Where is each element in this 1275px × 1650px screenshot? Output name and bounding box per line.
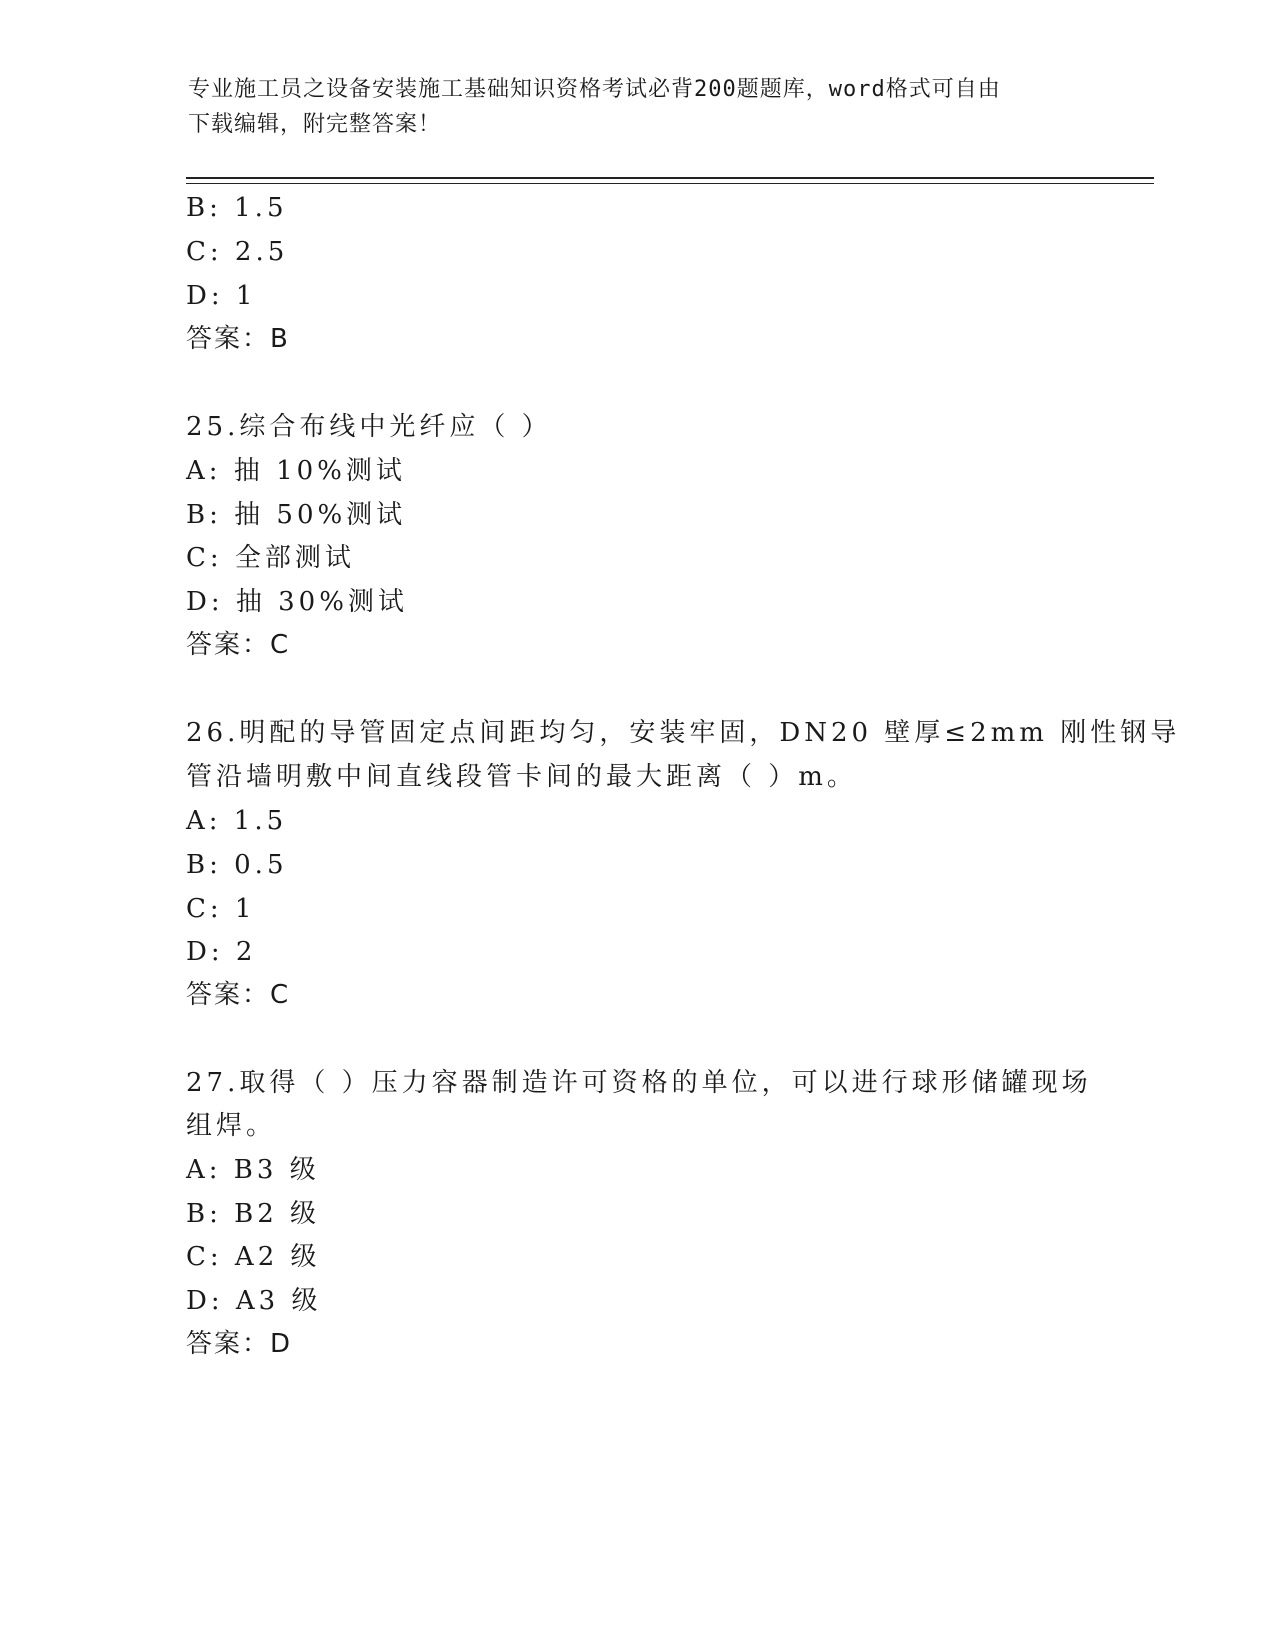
header-divider xyxy=(186,177,1154,179)
option-d: D: A3 级 xyxy=(186,1286,322,1316)
option-a: A: 1.5 xyxy=(186,806,288,836)
question-stem: 26.明配的导管固定点间距均匀，安装牢固，DN20 壁厚≤2mm 刚性钢导 xyxy=(186,718,1181,748)
option-b: B: 1.5 xyxy=(186,193,288,223)
question-stem: 27.取得（ ）压力容器制造许可资格的单位，可以进行球形储罐现场 xyxy=(186,1068,1092,1098)
page-header xyxy=(188,72,1088,142)
option-b: B: 抽 50%测试 xyxy=(186,500,407,530)
option-b: B: 0.5 xyxy=(186,850,288,880)
option-a: A: 抽 10%测试 xyxy=(186,456,406,486)
option-d: D: 2 xyxy=(186,937,257,967)
option-c: C: 1 xyxy=(186,894,256,924)
question-stem: 25.综合布线中光纤应（ ） xyxy=(186,412,552,442)
header-divider-thin xyxy=(186,183,1154,184)
option-c: C: 全部测试 xyxy=(186,543,355,573)
option-a: A: B3 级 xyxy=(186,1155,320,1185)
option-d: D: 1 xyxy=(186,281,257,311)
answer-label: 答案：C xyxy=(186,980,291,1010)
answer-label: 答案：B xyxy=(186,324,290,354)
answer-label: 答案：D xyxy=(186,1329,293,1359)
option-d: D: 抽 30%测试 xyxy=(186,587,408,617)
answer-label: 答案：C xyxy=(186,630,291,660)
header-line-2: 下载编辑，附完整答案！ xyxy=(188,112,442,137)
option-c: C: 2.5 xyxy=(186,237,289,267)
option-c: C: A2 级 xyxy=(186,1242,321,1272)
question-stem-continued: 组焊。 xyxy=(186,1111,277,1141)
header-line-1: 专业施工员之设备安装施工基础知识资格考试必背200题题库，word格式可自由 xyxy=(188,77,1001,102)
option-b: B: B2 级 xyxy=(186,1199,321,1229)
question-stem-continued: 管沿墙明敷中间直线段管卡间的最大距离（ ）m。 xyxy=(186,762,857,792)
